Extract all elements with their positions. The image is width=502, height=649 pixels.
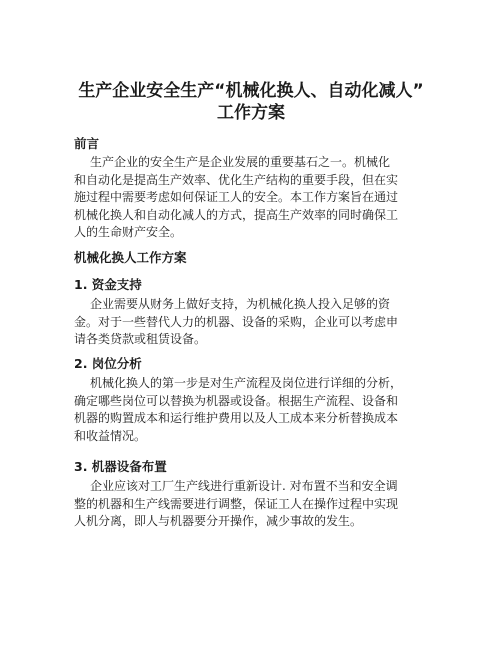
preface-heading: 前言 bbox=[74, 136, 100, 151]
item-3-line: 人机分离，即人与机器要分开操作，减少事故的发生。 bbox=[74, 514, 363, 528]
item-1-line: 企业需要从财务上做好支持，为机械化换人投入足够的资 bbox=[90, 297, 391, 311]
item-2-heading: 2. 岗位分析 bbox=[74, 356, 142, 371]
item-1-paragraph bbox=[74, 296, 430, 349]
item-3-line: 企业应该对工厂生产线进行重新设计. 对布置不当和安全调 bbox=[90, 479, 398, 493]
item-2-line: 机器的购置成本和运行维护费用以及人工成本来分析替换成本 bbox=[74, 411, 399, 425]
preface-line: 和自动化是提高生产效率、优化生产结构的重要手段，但在实 bbox=[74, 172, 399, 187]
item-2-line: 确定哪些岗位可以替换为机器或设备。根据生产流程、设备和 bbox=[74, 393, 399, 408]
preface-line: 生产企业的安全生产是企业发展的重要基石之一。机械化 bbox=[90, 155, 391, 169]
preface-line: 机械化换人和自动化减人的方式，提高生产效率的同时确保工 bbox=[74, 207, 399, 222]
item-3-line: 整的机器和生产线需要进行调整，保证工人在操作过程中实现 bbox=[74, 496, 399, 511]
section-heading: 机械化换人工作方案 bbox=[74, 250, 187, 265]
preface-line: 人的生命财产安全。 bbox=[74, 225, 183, 239]
preface-paragraph bbox=[74, 154, 430, 242]
item-3-heading: 3. 机器设备布置 bbox=[74, 459, 167, 474]
item-1-line: 金。对于一些替代人力的机器、设备的采购，企业可以考虑申 bbox=[74, 314, 399, 329]
item-2-line: 机械化换人的第一步是对生产流程及岗位进行详细的分析， bbox=[90, 376, 403, 390]
item-2-paragraph bbox=[74, 375, 430, 445]
item-1-line: 请各类贷款或租赁设备。 bbox=[74, 332, 207, 346]
item-3-paragraph bbox=[74, 478, 430, 531]
item-2-line: 和收益情况。 bbox=[74, 428, 147, 443]
preface-line: 施过程中需要考虑如何保证工人的安全。本工作方案旨在通过 bbox=[74, 190, 399, 204]
title-line-1: 生产企业安全生产“机械化换人、自动化减人” bbox=[78, 81, 424, 101]
title-line-2: 工作方案 bbox=[217, 103, 285, 123]
document-title bbox=[60, 80, 442, 124]
item-1-heading: 1. 资金支持 bbox=[74, 277, 142, 292]
